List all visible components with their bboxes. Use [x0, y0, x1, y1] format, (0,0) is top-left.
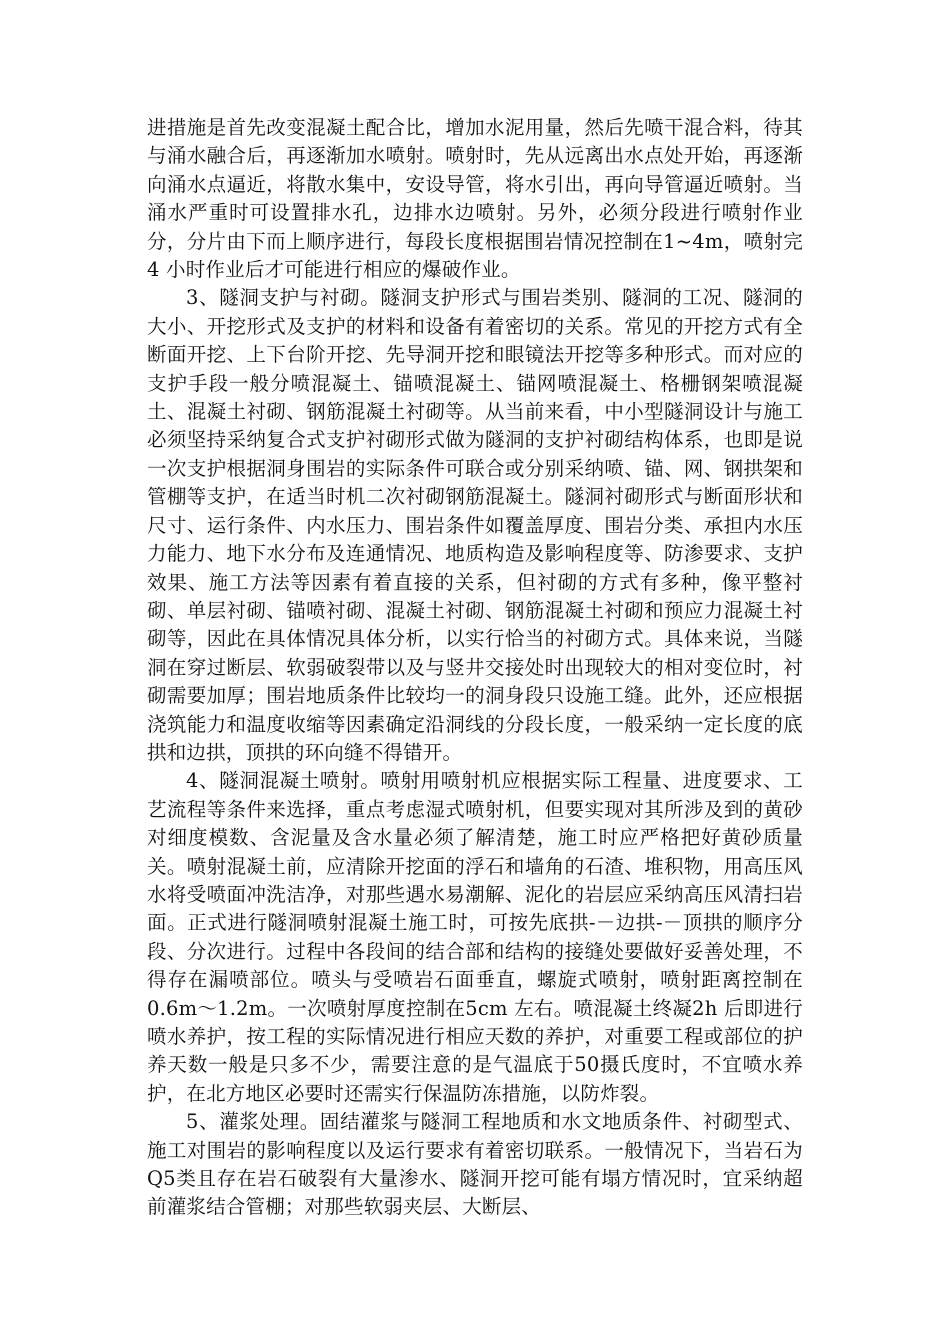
paragraph-grouting-treatment: 5、灌浆处理。固结灌浆与隧洞工程地质和水文地质条件、衬砌型式、施工对围岩的影响程度以及运行要求有着密切联系。一般情况下，当岩石为Q5类且存在岩石破裂有大量渗水、隧洞开挖可能有塌方情况时，宜采纳超前灌浆结合管棚；对那些软弱夹层、大断层、: [147, 1110, 803, 1219]
document-body: [147, 114, 803, 1222]
paragraph-continuation: 进措施是首先改变混凝土配合比，增加水泥用量，然后先喷干混合料，待其与涌水融合后，再逐渐加水喷射。喷射时，先从远离出水点处开始，再逐渐向涌水点逼近，将散水集中，安设导管，将水引出，再向导管逼近喷射。当涌水严重时可设置排水孔，边排水边喷射。另外，必须分段进行喷射作业分，分片由下而上顺序进行，每段长度根据围岩情况控制在1~4m，喷射完4 小时作业后才可能进行相应的爆破作业。: [147, 116, 803, 282]
paragraph-tunnel-support-lining: 3、隧洞支护与衬砌。隧洞支护形式与围岩类别、隧洞的工况、隧洞的大小、开挖形式及支护的材料和设备有着密切的关系。常见的开挖方式有全断面开挖、上下台阶开挖、先导洞开挖和眼镜法开挖等多种形式。而对应的支护手段一般分喷混凝土、锚喷混凝土、锚网喷混凝土、格栅钢架喷混凝土、混凝土衬砌、钢筋混凝土衬砌等。从当前来看，中小型隧洞设计与施工必须坚持采纳复合式支护衬砌形式做为隧洞的支护衬砌结构体系，也即是说一次支护根据洞身围岩的实际条件可联合或分别采纳喷、锚、网、钢拱架和管棚等支护，在适当时机二次衬砌钢筋混凝土。隧洞衬砌形式与断面形状和尺寸、运行条件、内水压力、围岩条件如覆盖厚度、围岩分类、承担内水压力能力、地下水分布及连通情况、地质构造及影响程度等、防渗要求、支护效果、施工方法等因素有着直接的关系，但衬砌的方式有多种，像平整衬砌、单层衬砌、锚喷衬砌、混凝土衬砌、钢筋混凝土衬砌和预应力混凝土衬砌等，因此在具体情况具体分析，以实行恰当的衬砌方式。具体来说，当隧洞在穿过断层、软弱破裂带以及与竖井交接处时出现较大的相对变位时，衬砌需要加厚；围岩地质条件比较均一的洞身段只设施工缝。此外，还应根据浇筑能力和温度收缩等因素确定沿洞线的分段长度，一般采纳一定长度的底拱和边拱，顶拱的环向缝不得错开。: [147, 286, 803, 764]
paragraph-concrete-spraying: 4、隧洞混凝土喷射。喷射用喷射机应根据实际工程量、进度要求、工艺流程等条件来选择，重点考虑湿式喷射机，但要实现对其所涉及到的黄砂对细度模数、含泥量及含水量必须了解清楚，施工时应严格把好黄砂质量关。喷射混凝土前，应清除开挖面的浮石和墙角的石渣、堆积物，用高压风水将受喷面冲洗洁净，对那些遇水易潮解、泥化的岩层应采纳高压风清扫岩面。正式进行隧洞喷射混凝土施工时，可按先底拱-－边拱-－顶拱的顺序分段、分次进行。过程中各段间的结合部和结构的接缝处要做好妥善处理，不得存在漏喷部位。喷头与受喷岩石面垂直，螺旋式喷射，喷射距离控制在0.6m～1.2m。一次喷射厚度控制在5cm 左右。喷混凝土终凝2h 后即进行喷水养护，按工程的实际情况进行相应天数的养护，对重要工程或部位的护养天数一般是只多不少，需要注意的是气温底于50摄氏度时，不宜喷水养护，在北方地区必要时还需实行保温防冻措施，以防炸裂。: [147, 769, 803, 1105]
